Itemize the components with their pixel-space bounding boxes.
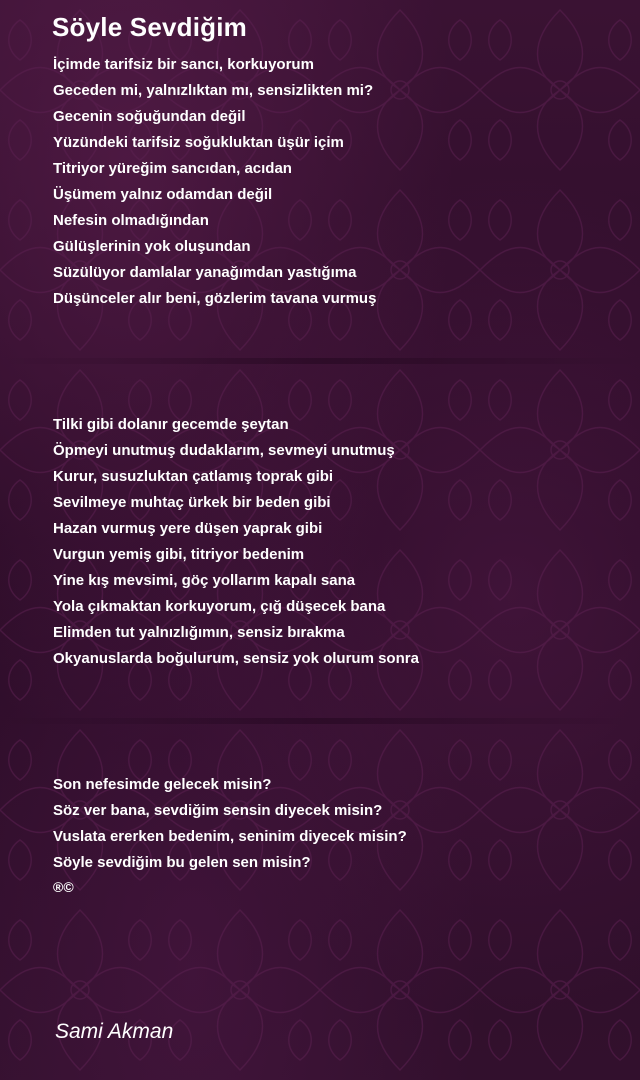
poem-line: Söz ver bana, sevdiğim sensin diyecek misin? [53, 802, 383, 819]
section-divider [0, 358, 640, 364]
poem-line: Hazan vurmuş yere düşen yaprak gibi [53, 520, 323, 537]
copyright-mark: ®© [53, 879, 74, 895]
poem-line: İçimde tarifsiz bir sancı, korkuyorum [53, 56, 314, 73]
poem-line: Düşünceler alır beni, gözlerim tavana vurmuş [53, 290, 377, 307]
section-divider [0, 718, 640, 724]
poem-line: Yola çıkmaktan korkuyorum, çığ düşecek bana [53, 598, 386, 615]
stanza-1 [53, 52, 376, 312]
poem-line: Öpmeyi unutmuş dudaklarım, sevmeyi unutmuş [53, 442, 395, 459]
poem-line: Gecenin soğuğundan değil [53, 108, 246, 125]
poem-line: Titriyor yüreğim sancıdan, acıdan [53, 160, 292, 177]
poem-line: Gülüşlerinin yok oluşundan [53, 238, 251, 255]
poem-line: Sevilmeye muhtaç ürkek bir beden gibi [53, 494, 331, 511]
poem-line: Son nefesimde gelecek misin? [53, 776, 272, 793]
stanza-2 [53, 412, 419, 672]
poem-title: Söyle Sevdiğim [52, 12, 247, 42]
poem-line: Yüzündeki tarifsiz soğukluktan üşür içim [53, 134, 344, 151]
poem-line: Tilki gibi dolanır gecemde şeytan [53, 416, 289, 433]
poem-line: Süzülüyor damlalar yanağımdan yastığıma [53, 264, 357, 281]
poem-line: Nefesin olmadığından [53, 212, 209, 229]
author-name: Sami Akman [55, 1020, 174, 1043]
poem-line: Kurur, susuzluktan çatlamış toprak gibi [53, 468, 334, 485]
poem-line: Söyle sevdiğim bu gelen sen misin? [53, 854, 311, 871]
poem-line: Vurgun yemiş gibi, titriyor bedenim [53, 546, 305, 563]
poem-line: Elimden tut yalnızlığımın, sensiz bırakma [53, 624, 345, 641]
poem-line: Vuslata ererken bedenim, seninim diyecek misin? [53, 828, 407, 845]
stanza-3 [53, 772, 407, 876]
poem-line: Geceden mi, yalnızlıktan mı, sensizlikten mi? [53, 82, 374, 99]
poem-line: Okyanuslarda boğulurum, sensiz yok olurum sonra [53, 650, 419, 667]
poem-line: Yine kış mevsimi, göç yollarım kapalı sana [53, 572, 356, 589]
poem-line: Üşümem yalnız odamdan değil [53, 186, 273, 203]
